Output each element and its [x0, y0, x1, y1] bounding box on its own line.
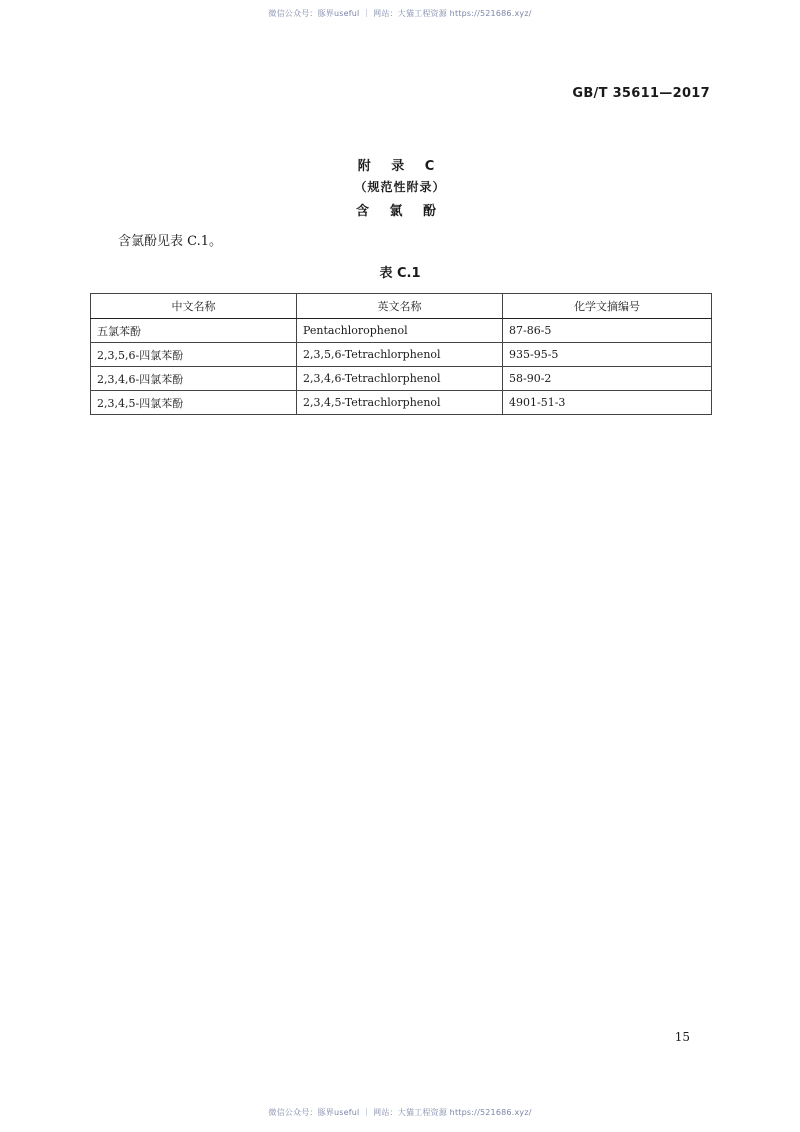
cell-cas-number: 87-86-5: [503, 319, 712, 343]
standard-code: GB/T 35611—2017: [572, 86, 710, 101]
appendix-subject: 含 氯 酚: [355, 204, 445, 219]
cell-cas-number: 58-90-2: [503, 367, 712, 391]
cell-chinese-name: 2,3,4,6-四氯苯酚: [91, 367, 297, 391]
appendix-title: 附 录 C: [357, 159, 443, 174]
page-number: 15: [674, 1030, 690, 1044]
cell-english-name: 2,3,5,6-Tetrachlorphenol: [297, 343, 503, 367]
cell-chinese-name: 2,3,4,5-四氯苯酚: [91, 391, 297, 415]
cell-english-name: 2,3,4,5-Tetrachlorphenol: [297, 391, 503, 415]
table-row: [91, 391, 712, 415]
table-header-row: [91, 294, 712, 319]
cell-chinese-name: 2,3,5,6-四氯苯酚: [91, 343, 297, 367]
cell-english-name: Pentachlorophenol: [297, 319, 503, 343]
cell-cas-number: 935-95-5: [503, 343, 712, 367]
table-row: [91, 343, 712, 367]
table-row: [91, 367, 712, 391]
chlorophenol-table: [90, 293, 712, 415]
top-watermark: 微信公众号：豚界useful ｜ 网站：大猫工程资源 https://521686.xyz/: [268, 9, 532, 18]
appendix-type: （规范性附录）: [354, 180, 446, 194]
table-caption: 表 C.1: [379, 266, 421, 281]
bottom-watermark: 微信公众号：豚界useful ｜ 网站：大猫工程资源 https://521686.xyz/: [268, 1108, 532, 1117]
table-row: [91, 319, 712, 343]
header-cas-number: 化学文摘编号: [503, 294, 712, 319]
cell-english-name: 2,3,4,6-Tetrachlorphenol: [297, 367, 503, 391]
cell-cas-number: 4901-51-3: [503, 391, 712, 415]
intro-text: 含氯酚见表 C.1。: [118, 234, 223, 249]
header-english-name: 英文名称: [297, 294, 503, 319]
cell-chinese-name: 五氯苯酚: [91, 319, 297, 343]
header-chinese-name: 中文名称: [91, 294, 297, 319]
